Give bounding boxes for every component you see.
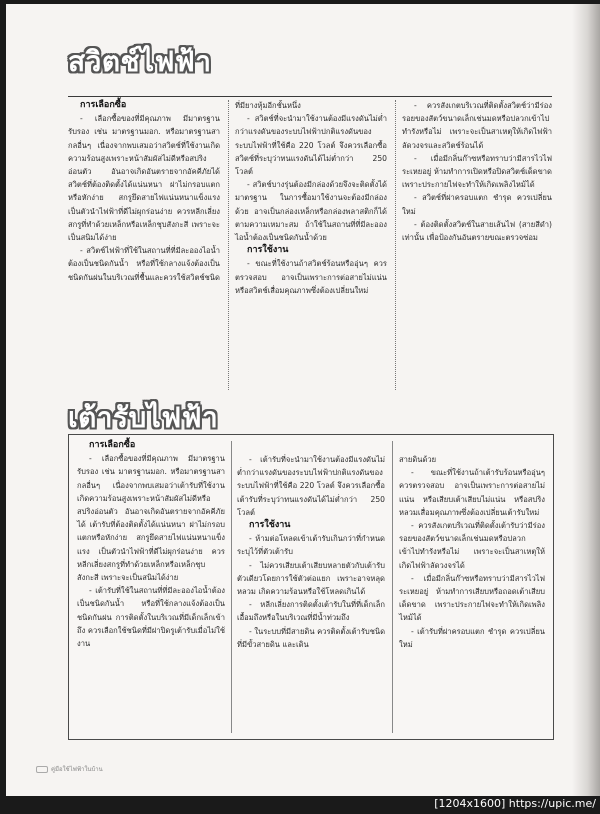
section-title-outlet: เต้ารับไฟฟ้า xyxy=(68,401,219,434)
heading-buying: การเลือกซื้อ xyxy=(80,100,127,110)
paragraph: - ไม่ควรเสียบเต้าเสียบหลายตัวกับเต้ารับตัวเดียวโดยการใช้ตัวต่อแยก เพราะอาจหลุด หลวม เกิดความร้อนหรือใช้โหลดเกินได้ xyxy=(237,560,385,597)
paragraph: - สวิตช์บางรุ่นต้องมีกล่องด้วยจึงจะติดตั้งได้มาตรฐาน ในการซื้อมาใช้งานจะต้องมีกล่องด้วย อาจเป็นกล่องเหล็กหรือกล่องพลาสติกก็ได้ตามความเหมาะสม ถ้าใช้ในสถานที่ที่มีละอองไอน้ำต้องเป็นชนิดกันน้ำด้วย xyxy=(235,180,387,243)
paragraph: - เต้ารับที่ฝาครอบแตก ชำรุด ควรเปลี่ยนใหม่ xyxy=(399,626,545,649)
switch-column-2 xyxy=(235,99,387,297)
footer-text: คู่มือใช้ไฟฟ้าในบ้าน xyxy=(51,766,103,773)
outlet-section-box xyxy=(68,434,554,740)
paragraph: ที่มียางหุ้มอีกชั้นหนึ่ง xyxy=(235,101,301,110)
outlet-column-1 xyxy=(77,439,225,650)
paragraph: - สวิตช์ไฟฟ้าที่ใช้ในสถานที่ที่มีละอองไอน้ำต้องเป็นชนิดกันน้ำ หรือที่ใช้กลางแจ้งต้องเป็นชนิดกันฝนในบริเวณที่ชื้นและควรใช้สวิตช์ชนิด xyxy=(68,246,220,282)
section-title-switch: สวิตช์ไฟฟ้า xyxy=(68,45,212,78)
switch-column-3 xyxy=(402,99,552,244)
paragraph: - ขณะที่ใช้งานถ้าเต้ารับร้อนหรืออุ่นๆ ควรตรวจสอบ อาจเป็นเพราะการต่อสายไม่แน่น หรือเสียบเต้าเสียบไม่แน่น หรือสปริงหลวมเสื่อมคุณภาพซึ่งต้องเปลี่ยนเต้ารับใหม่ xyxy=(399,468,545,517)
paragraph: - สวิตช์ที่ฝาครอบแตก ชำรุด ควรเปลี่ยนใหม่ xyxy=(402,193,552,216)
heading-buying: การเลือกซื้อ xyxy=(89,440,136,450)
paragraph: - เต้ารับที่ใช้ในสถานที่ที่มีละอองไอน้ำต้องเป็นชนิดกันน้ำ หรือที่ใช้กลางแจ้งต้องเป็นชนิดกันฝน การติดตั้งในบริเวณที่มีเด็กเล็กเข้าถึง ควรเลือกใช้ชนิดที่มีฝาปิดรูเต้ารับเมื่อไม่ใช้งาน xyxy=(77,586,225,649)
paragraph: - ต้องติดตั้งสวิตช์ในสายเส้นไฟ (สายสีดำ) เท่านั้น เพื่อป้องกันอันตรายขณะตรวจซ่อม xyxy=(402,219,552,243)
column-divider xyxy=(228,100,229,390)
page-spine-shadow xyxy=(572,4,600,796)
heading-usage: การใช้งาน xyxy=(247,245,289,256)
paragraph: - เลือกซื้อของที่มีคุณภาพ มีมาตรฐานรับรอง เช่น มาตรฐานมอก. หรือมาตรฐานสากลอื่นๆ เนื่องจากพบเสมอว่าสวิตช์ที่ใช้งานเกิดความร้อนสูงเพราะหน้าสัมผัสไม่ดีหรือสปริงอ่อนตัว อันอาจเกิดอันตรายจากอัคคีภัยได้ สวิตช์ที่ต้องติดตั้งได้แน่นหนา ฝาไม่กรอบแตกหรือหักง่าย สกรูยึดสายไฟแน่นหนาแข็งแรง เป็นตัวนำไฟฟ้าที่ดีไม่ผุกร่อนง่าย ควรหลีกเลี่ยงสกรูที่ทำด้วยเหล็กหรือเหล็กชุบสังกะสี เพราะจะเป็นสนิมได้ง่าย xyxy=(68,114,220,243)
page-footer xyxy=(36,764,103,774)
paragraph: - เลือกซื้อของที่มีคุณภาพ มีมาตรฐานรับรอง เช่น มาตรฐานมอก. หรือมาตรฐานสากลอื่นๆ เนื่องจากพบเสมอว่าเต้ารับที่ใช้งานเกิดความร้อนสูงเพราะหน้าสัมผัสไม่ดีหรือสปริงอ่อนตัว อันอาจเกิดอันตรายจากอัคคีภัยได้ เต้ารับที่ต้องติดตั้งได้แน่นหนา ฝาไม่กรอบแตกหรือหักง่าย สกรูยึดสายไฟแน่นหนาแข็งแรง เป็นตัวนำไฟฟ้าที่ดีไม่ผุกร่อนง่าย ควรหลีกเลี่ยงสกรูที่ทำด้วยเหล็กหรือเหล็กชุบสังกะสี เพราะจะเป็นสนิมได้ง่าย xyxy=(77,454,225,583)
paragraph: - ห้ามต่อโหลดเข้าเต้ารับเกินกว่าที่กำหนดระบุไว้ที่ตัวเต้ารับ xyxy=(237,534,385,557)
paragraph: - ควรสังเกตบริเวณที่ติดตั้งเต้ารับว่ามีร่องรอยของสัตว์ขนาดเล็กเช่นมดหรือปลวกเข้าไปทำรังหรือไม่ เพราะจะเป็นสาเหตุให้เกิดไฟฟ้าลัดวงจรได้ xyxy=(399,521,545,570)
paragraph: - เมื่อมีกลิ่นก๊าซหรือทราบว่ามีสารไวไฟระเหยอยู่ ห้ามทำการเสียบหรือถอดเต้าเสียบเด็ดขาด เพราะประกายไฟจะทำให้เกิดเพลิงไหม้ได้ xyxy=(399,573,545,623)
footer-logo-icon xyxy=(36,766,48,773)
paragraph: - เมื่อมีกลิ่นก๊าซหรือทราบว่ามีสารไวไฟระเหยอยู่ ห้ามทำการเปิดหรือปิดสวิตช์เด็ดขาด เพราะประกายไฟจะทำให้เกิดเพลิงไหม้ได้ xyxy=(402,153,552,190)
switch-column-1 xyxy=(68,99,220,284)
paragraph: - เต้ารับที่จะนำมาใช้งานต้องมีแรงดันไม่ต่ำกว่าแรงดันของระบบไฟฟ้าปกติแรงดันของระบบไฟฟ้าที่ใช้คือ 220 โวลต์ จึงควรเลือกซื้อเต้ารับที่ระบุว่าทนแรงดันได้ไม่ต่ำกว่า 250 โวลต์ xyxy=(237,455,385,517)
paragraph: - ควรสังเกตบริเวณที่ติดตั้งสวิตช์ว่ามีร่องรอยของสัตว์ขนาดเล็กเช่นมดหรือปลวกเข้าไปทำรังหรือไม่ เพราะจะเป็นสาเหตุให้เกิดไฟฟ้าลัดวงจรและสวิตช์ร้อนได้ xyxy=(402,101,552,150)
paragraph: - ในระบบที่มีสายดิน ควรติดตั้งเต้ารับชนิดที่มีขั้วสายดิน และเดิน xyxy=(237,626,385,649)
column-divider xyxy=(392,441,393,733)
paragraph: - สวิตช์ที่จะนำมาใช้งานต้องมีแรงดันไม่ต่ำกว่าแรงดันของระบบไฟฟ้าปกติแรงดันของระบบไฟฟ้าที่ใช้คือ 220 โวลต์ จึงควรเลือกซื้อสวิตช์ที่ระบุว่าทนแรงดันได้ไม่ต่ำกว่า 250 โวลต์ xyxy=(235,114,387,177)
heading-usage: การใช้งาน xyxy=(249,520,291,531)
column-divider xyxy=(395,100,396,390)
paragraph: - ขณะที่ใช้งานถ้าสวิตช์ร้อนหรืออุ่นๆ ควรตรวจสอบ อาจเป็นเพราะการต่อสายไม่แน่นหรือสวิตช์เสื่อมคุณภาพซึ่งต้องเปลี่ยนใหม่ xyxy=(235,259,387,295)
section-divider xyxy=(68,96,552,97)
image-watermark: [1204x1600] https://upic.me/ xyxy=(434,797,596,810)
column-divider xyxy=(231,441,232,733)
paragraph: สายดินด้วย xyxy=(399,455,437,464)
outlet-column-2 xyxy=(237,453,385,651)
paragraph: - หลีกเลี่ยงการติดตั้งเต้ารับในที่ที่เด็กเล็กเอื้อมถึงหรือในบริเวณที่มีน้ำท่วมถึง xyxy=(237,600,385,623)
magazine-page xyxy=(6,4,600,796)
outlet-column-3 xyxy=(399,453,545,651)
